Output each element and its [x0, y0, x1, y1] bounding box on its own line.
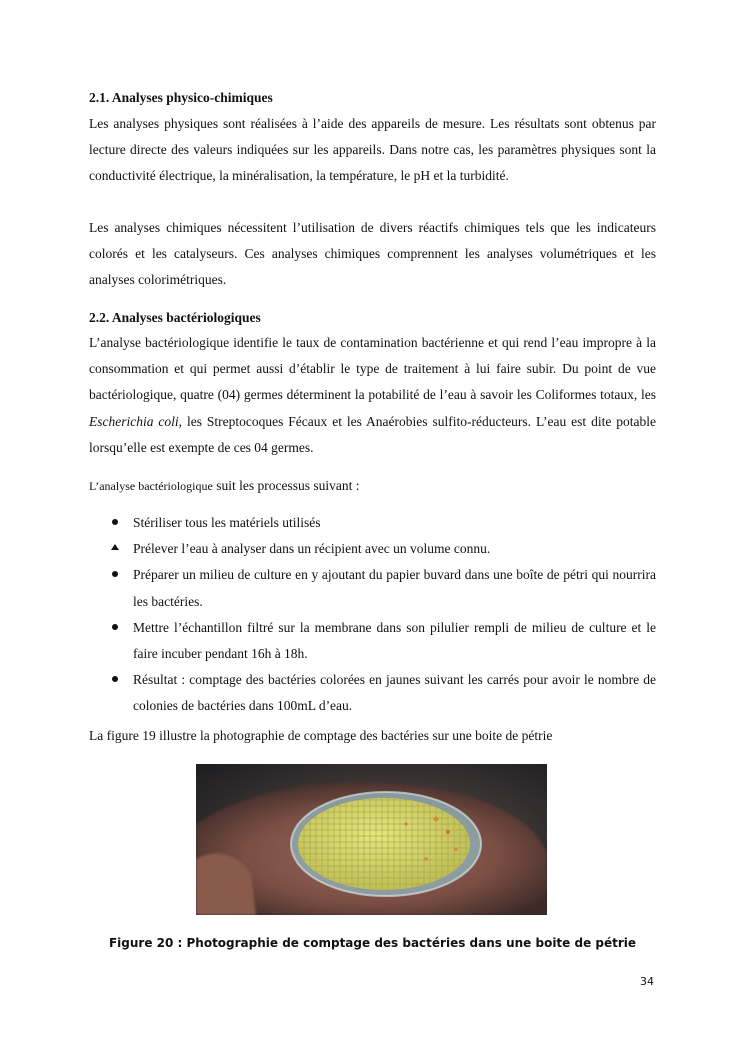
list-item	[89, 667, 656, 719]
list-item-text: Résultat : comptage des bactéries colorées en jaunes suivant les carrés pour avoir le nombre de colonies de bactéries dans 100mL d’eau.	[133, 672, 656, 714]
bullet-icon	[111, 544, 119, 550]
process-intro-part: L’analyse bactériologique	[89, 479, 213, 493]
list-item-text: Mettre l’échantillon filtré sur la membrane dans son pilulier rempli de milieu de culture et le faire incuber pendant 16h à 18h.	[133, 619, 656, 662]
page-number: 34	[640, 975, 654, 988]
bullet-icon	[112, 676, 118, 682]
paragraph-physical-analyses: Les analyses physiques sont réalisées à l’aide des appareils de mesure. Les résultats sont obtenus par lecture directe des valeurs indiquées sur les appareils. Dans notre cas, les paramètres physiques sont la conductivité électrique, la minéralisation, la température, le pH et la turbidité.	[89, 116, 656, 184]
bullet-icon	[112, 519, 118, 525]
process-intro	[89, 477, 359, 495]
paragraph-text-part: , les Streptocoques Fécaux et les Anaérobies sulfito-réducteurs. L’eau est dite potable lorsqu’elle est exempte de ces 04 germes.	[89, 413, 656, 455]
section-heading-physico-chimiques: 2.1. Analyses physico-chimiques	[89, 90, 273, 105]
process-steps-list	[89, 510, 656, 720]
process-intro-part: suit les processus suivant :	[212, 478, 360, 493]
petri-dish-image	[196, 764, 547, 915]
paragraph-chemical-analyses: Les analyses chimiques nécessitent l’utilisation de divers réactifs chimiques tels que les indicateurs colorés et les catalyseurs. Ces analyses chimiques comprennent les analyses volumétriques et les analyses colorimétriques.	[89, 220, 656, 288]
bullet-icon	[112, 624, 118, 630]
petri-dish-photo	[196, 764, 547, 915]
species-name-italic: Escherichia coli	[89, 413, 179, 429]
paragraph-text-part: L’analyse bactériologique identifie le taux de contamination bactérienne et qui rend l’eau impropre à la consommation et qui permet aussi d’établir le type de traitement à lui faire subir. Du point de vue bactériologique, quatre (04) germes déterminent la potabilité de l’eau à savoir les Coliformes totaux, les	[89, 335, 656, 403]
bullet-icon	[112, 571, 118, 577]
figure-caption: Figure 20 : Photographie de comptage des bactéries dans une boite de pétrie	[108, 936, 637, 950]
list-item-text: Prélever l’eau à analyser dans un récipient avec un volume connu.	[133, 541, 491, 557]
list-item-text: Préparer un milieu de culture en y ajoutant du papier buvard dans une boîte de pétri qui nourrira les bactéries.	[133, 567, 656, 609]
section-heading-bacteriologiques: 2.2. Analyses bactériologiques	[89, 310, 261, 325]
list-item	[89, 536, 656, 562]
list-item	[89, 562, 656, 614]
list-item-text: Stériliser tous les matériels utilisés	[133, 515, 321, 530]
paragraph-bacteriological-analysis	[89, 330, 656, 461]
list-item	[89, 615, 656, 667]
list-item	[89, 510, 656, 536]
figure-reference-text: La figure 19 illustre la photographie de comptage des bactéries sur une boite de pétrie	[89, 728, 553, 743]
